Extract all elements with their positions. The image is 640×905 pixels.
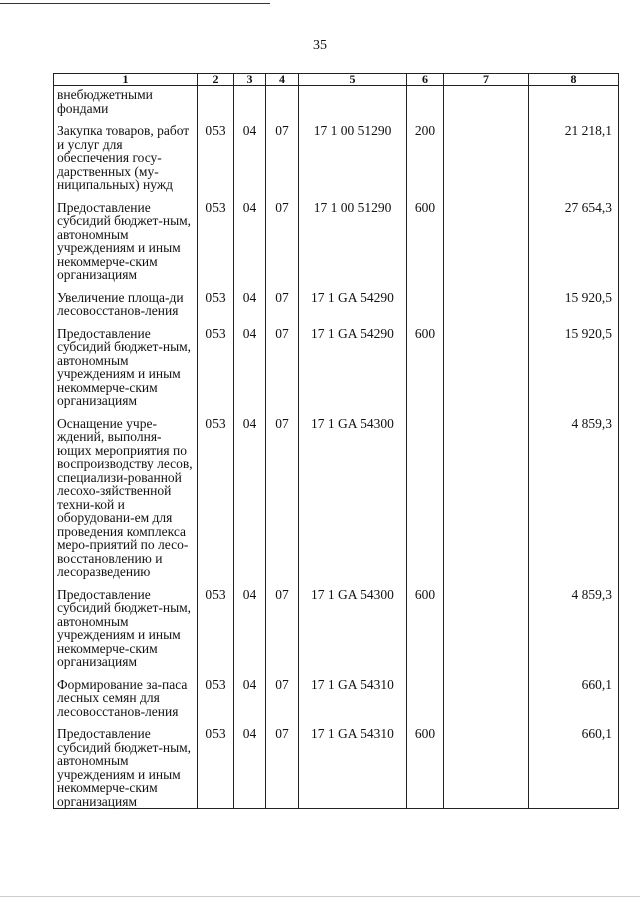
cell-expense-type: 200 xyxy=(407,115,444,192)
cell-section: 04 xyxy=(234,318,266,408)
row-name: Предоставление субсидий бюджет-ным, автономным учреждениям и иным некоммерче-ским организациям xyxy=(54,579,198,669)
cell-section: 04 xyxy=(234,282,266,318)
cell-subsection: 07 xyxy=(266,718,299,809)
column-header: 8 xyxy=(529,74,619,86)
cell-expense-type: 600 xyxy=(407,318,444,408)
row-name: Оснащение учре-ждений, выполня-ющих мероприятия по воспроизводству лесов, специализи-рованной лесохо-зяйственной техни-кой и оборудовани-ем для проведения комплекса меро-приятий по лесо-восстановлению и лесоразведению xyxy=(54,408,198,579)
table-row xyxy=(54,318,619,408)
header-row xyxy=(54,74,619,86)
cell-amount: 27 654,3 xyxy=(529,192,619,282)
cell-amount: 4 859,3 xyxy=(529,579,619,669)
cell-ministry: 053 xyxy=(198,669,234,719)
table-row xyxy=(54,86,619,116)
cell-target-code: 17 1 00 51290 xyxy=(299,115,407,192)
column-header: 5 xyxy=(299,74,407,86)
cell-expense-type: 600 xyxy=(407,579,444,669)
cell-col7 xyxy=(444,282,529,318)
cell-target-code: 17 1 GA 54290 xyxy=(299,318,407,408)
row-name: Предоставление субсидий бюджет-ным, автономным учреждениям и иным некоммерче-ским организациям xyxy=(54,718,198,809)
cell-target-code: 17 1 GA 54290 xyxy=(299,282,407,318)
cell-amount: 21 218,1 xyxy=(529,115,619,192)
table-row xyxy=(54,282,619,318)
cell-amount: 4 859,3 xyxy=(529,408,619,579)
cell-subsection: 07 xyxy=(266,318,299,408)
cell-amount: 660,1 xyxy=(529,669,619,719)
cell-subsection: 07 xyxy=(266,282,299,318)
bottom-rule xyxy=(0,896,640,897)
row-name: Закупка товаров, работ и услуг для обеспечения госу-дарственных (му-ниципальных) нужд xyxy=(54,115,198,192)
cell-section xyxy=(234,86,266,116)
budget-table xyxy=(53,73,619,809)
cell-subsection: 07 xyxy=(266,579,299,669)
cell-ministry: 053 xyxy=(198,115,234,192)
column-header: 1 xyxy=(54,74,198,86)
row-name: внебюджетными фондами xyxy=(54,86,198,116)
cell-subsection: 07 xyxy=(266,192,299,282)
cell-section: 04 xyxy=(234,669,266,719)
cell-section: 04 xyxy=(234,408,266,579)
cell-section: 04 xyxy=(234,192,266,282)
top-rule xyxy=(0,3,270,4)
cell-expense-type xyxy=(407,408,444,579)
table-row xyxy=(54,115,619,192)
cell-amount: 660,1 xyxy=(529,718,619,809)
cell-expense-type: 600 xyxy=(407,718,444,809)
cell-ministry xyxy=(198,86,234,116)
cell-target-code: 17 1 GA 54310 xyxy=(299,718,407,809)
cell-amount: 15 920,5 xyxy=(529,318,619,408)
cell-col7 xyxy=(444,718,529,809)
cell-expense-type: 600 xyxy=(407,192,444,282)
cell-target-code: 17 1 GA 54300 xyxy=(299,408,407,579)
cell-ministry: 053 xyxy=(198,192,234,282)
table-row xyxy=(54,579,619,669)
cell-col7 xyxy=(444,86,529,116)
cell-subsection: 07 xyxy=(266,669,299,719)
row-name: Формирование за-паса лесных семян для лесовосстанов-ления xyxy=(54,669,198,719)
cell-target-code: 17 1 00 51290 xyxy=(299,192,407,282)
cell-target-code: 17 1 GA 54300 xyxy=(299,579,407,669)
cell-subsection: 07 xyxy=(266,115,299,192)
column-header: 7 xyxy=(444,74,529,86)
cell-ministry: 053 xyxy=(198,718,234,809)
cell-ministry: 053 xyxy=(198,282,234,318)
table-row xyxy=(54,192,619,282)
cell-col7 xyxy=(444,408,529,579)
cell-target-code: 17 1 GA 54310 xyxy=(299,669,407,719)
cell-ministry: 053 xyxy=(198,579,234,669)
cell-col7 xyxy=(444,115,529,192)
cell-section: 04 xyxy=(234,718,266,809)
cell-subsection xyxy=(266,86,299,116)
cell-expense-type xyxy=(407,86,444,116)
cell-ministry: 053 xyxy=(198,408,234,579)
cell-subsection: 07 xyxy=(266,408,299,579)
table-row xyxy=(54,408,619,579)
cell-expense-type xyxy=(407,282,444,318)
cell-col7 xyxy=(444,579,529,669)
column-header: 2 xyxy=(198,74,234,86)
column-header: 4 xyxy=(266,74,299,86)
page-number: 35 xyxy=(313,38,327,53)
cell-section: 04 xyxy=(234,579,266,669)
cell-col7 xyxy=(444,318,529,408)
column-header: 6 xyxy=(407,74,444,86)
row-name: Предоставление субсидий бюджет-ным, автономным учреждениям и иным некоммерче-ским организациям xyxy=(54,192,198,282)
cell-section: 04 xyxy=(234,115,266,192)
row-name: Увеличение площа-ди лесовосстанов-ления xyxy=(54,282,198,318)
cell-target-code xyxy=(299,86,407,116)
cell-ministry: 053 xyxy=(198,318,234,408)
cell-amount: 15 920,5 xyxy=(529,282,619,318)
table-row xyxy=(54,669,619,719)
column-header: 3 xyxy=(234,74,266,86)
cell-amount xyxy=(529,86,619,116)
cell-expense-type xyxy=(407,669,444,719)
row-name: Предоставление субсидий бюджет-ным, автономным учреждениям и иным некоммерче-ским организациям xyxy=(54,318,198,408)
cell-col7 xyxy=(444,669,529,719)
cell-col7 xyxy=(444,192,529,282)
table-row xyxy=(54,718,619,809)
